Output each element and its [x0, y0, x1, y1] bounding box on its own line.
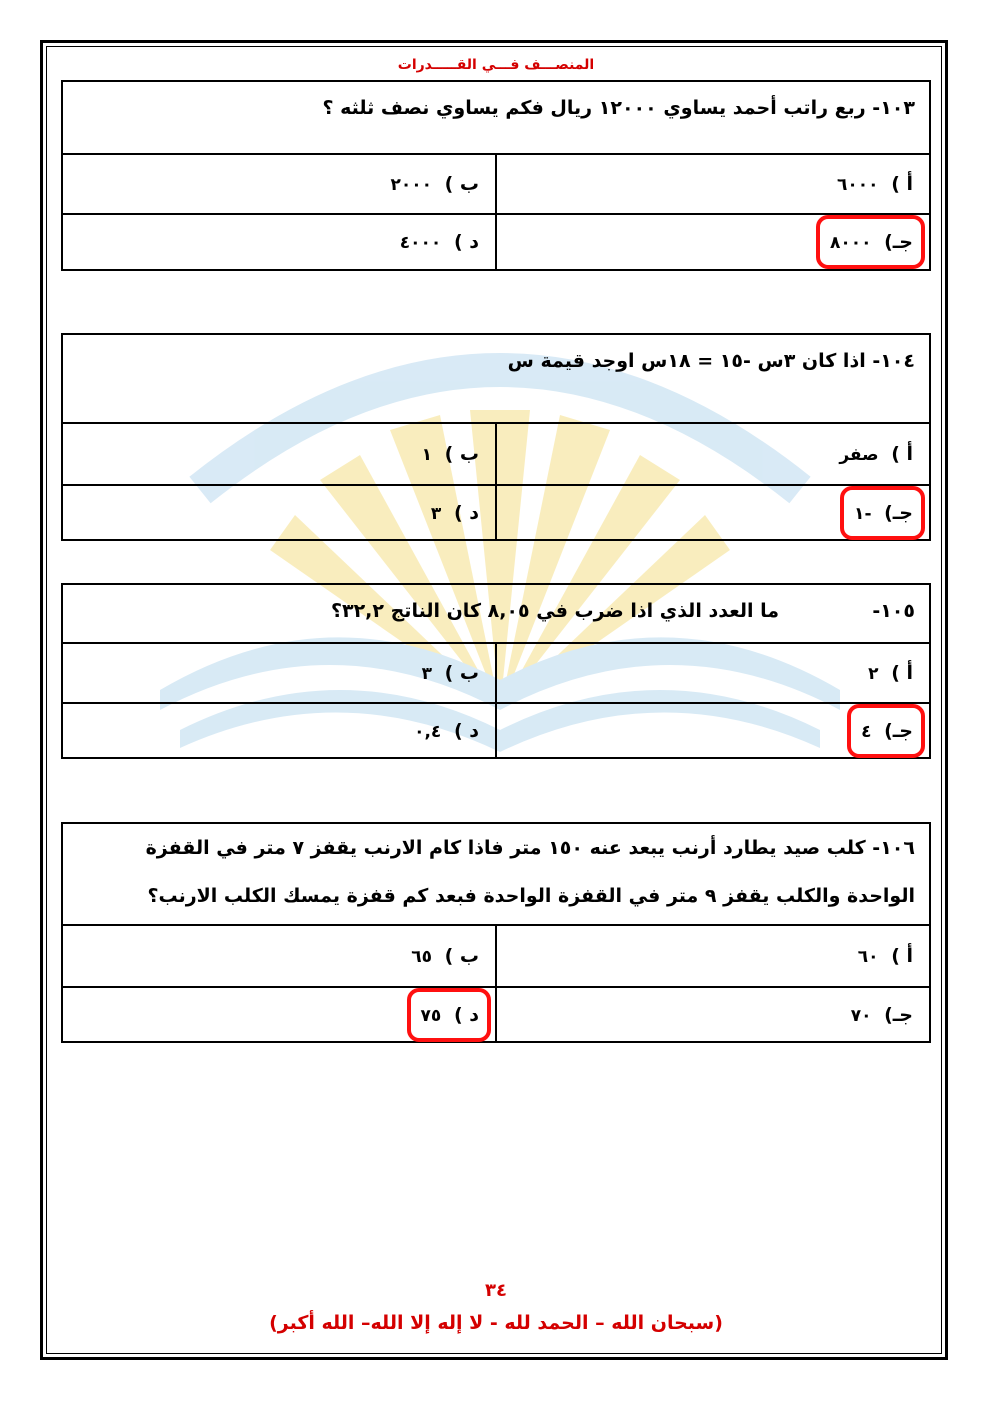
- question-106-text-line2: الواحدة والكلب يقفز ٩ متر في القفزة الواحدة فبعد كم قفزة يمسك الكلب الارنب؟: [147, 885, 915, 907]
- option-c-cell: [496, 214, 930, 270]
- option-b-cell: [62, 643, 496, 703]
- option-d[interactable]: د ) ٣: [430, 501, 479, 524]
- option-a[interactable]: أ ) ٦٠٠٠: [837, 173, 913, 195]
- option-a-cell: [496, 423, 930, 485]
- option-c-cell: [496, 987, 930, 1042]
- question-106-text-cell: [62, 823, 930, 925]
- option-c[interactable]: جـ) ٧٠: [850, 1003, 913, 1026]
- option-d-cell: [62, 485, 496, 540]
- option-c-cell: [496, 485, 930, 540]
- option-c-circled-answer[interactable]: جـ) ٤: [861, 719, 913, 742]
- option-a-cell: [496, 925, 930, 987]
- option-a-cell: [496, 643, 930, 703]
- question-106-text-line1: ١٠٦- كلب صيد يطارد أرنب يبعد عنه ١٥٠ متر فاذا كام الارنب يقفز ٧ متر في القفزة: [145, 837, 915, 859]
- option-a[interactable]: أ ) صفر: [839, 443, 913, 465]
- option-c-circled-answer[interactable]: جـ) ٨٠٠٠: [829, 231, 913, 253]
- page-number: ٣٤: [485, 1280, 507, 1301]
- option-d-cell: [62, 703, 496, 758]
- option-a-cell: [496, 154, 930, 214]
- footer-dhikr-text: (سبحان الله – الحمد لله - لا إله إلا الله– الله أكبر): [269, 1312, 723, 1334]
- option-b-cell: [62, 925, 496, 987]
- option-d[interactable]: د ) ٠,٤: [414, 719, 479, 742]
- question-103-text: ١٠٣- ربع راتب أحمد يساوي ١٢٠٠٠ ريال فكم يساوي نصف ثلثه ؟: [62, 81, 930, 154]
- option-b-cell: [62, 154, 496, 214]
- option-b-cell: [62, 423, 496, 485]
- question-104-table: [61, 333, 931, 541]
- question-105-text: ما العدد الذي اذا ضرب في ٨,٠٥ كان الناتج ٣٢,٢؟: [330, 600, 780, 622]
- option-c-cell: [496, 703, 930, 758]
- question-105-text-cell: [62, 584, 930, 643]
- header-title: المنصـــف فـــي القـــــدرات: [397, 57, 595, 73]
- option-d[interactable]: د ) ٤٠٠٠: [399, 231, 479, 253]
- option-c-circled-answer[interactable]: جـ) -١: [854, 501, 913, 524]
- option-d-cell: [62, 214, 496, 270]
- option-b[interactable]: ب ) ٦٥: [411, 945, 479, 967]
- option-a[interactable]: أ ) ٦٠: [857, 945, 913, 967]
- question-106-table: [61, 822, 931, 1043]
- option-b[interactable]: ب ) ١: [421, 443, 479, 465]
- question-104-text: ١٠٤- اذا كان ٣س -١٥ = ١٨س اوجد قيمة س: [62, 334, 930, 423]
- question-105-table: [61, 583, 931, 759]
- option-b[interactable]: ب ) ٢٠٠٠: [390, 173, 479, 195]
- option-d-circled-answer[interactable]: د ) ٧٥: [420, 1003, 479, 1026]
- option-b[interactable]: ب ) ٣: [421, 662, 479, 684]
- option-d-cell: [62, 987, 496, 1042]
- question-103-table: [61, 80, 931, 271]
- option-a[interactable]: أ ) ٢: [868, 662, 913, 684]
- question-105-number: ١٠٥-: [872, 600, 915, 622]
